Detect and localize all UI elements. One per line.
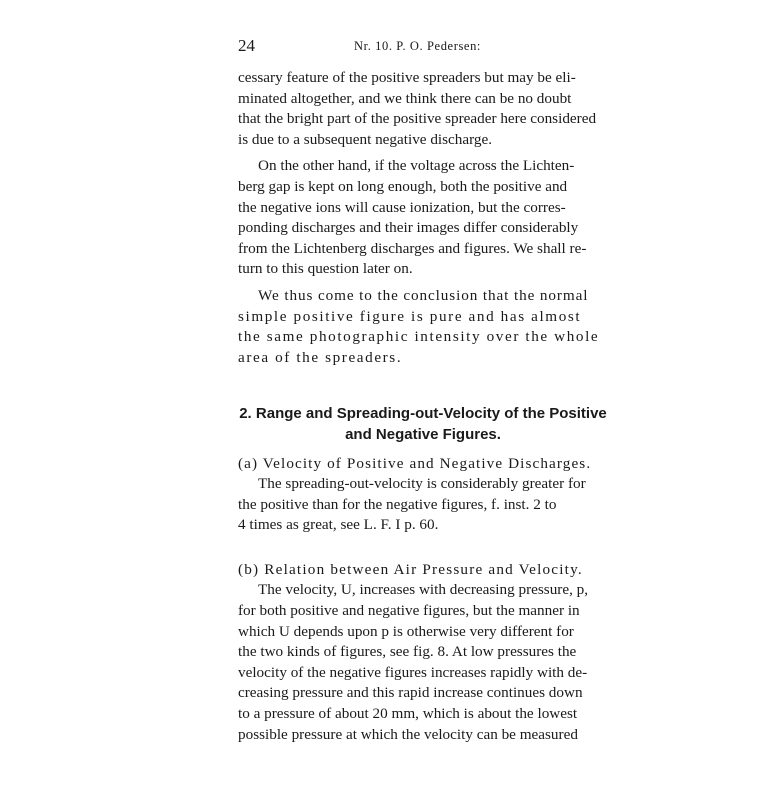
page-header — [238, 36, 608, 58]
text-line: velocity of the negative figures increases rapidly with de- — [238, 663, 588, 681]
page-number: 24 — [238, 36, 255, 55]
text-line: simple positive figure is pure and has almost — [238, 307, 582, 325]
text-line: that the bright part of the positive spreader here considered — [238, 110, 597, 128]
text-line: We thus come to the conclusion that the normal — [258, 286, 589, 304]
text-line: the negative ions will cause ionization, but the corres- — [238, 198, 566, 216]
paragraph-3 — [238, 286, 608, 368]
spacer — [238, 542, 608, 560]
text-line: 4 times as great, see L. F. I p. 60. — [238, 516, 439, 534]
text-line: for both positive and negative figures, but the manner in — [238, 602, 580, 620]
subsection-heading-a — [238, 454, 608, 475]
heading-line: and Negative Figures. — [345, 425, 501, 443]
paragraph-4 — [238, 474, 608, 536]
text-line: The spreading-out-velocity is considerably greater for — [258, 475, 586, 493]
text-line: turn to this question later on. — [238, 260, 413, 278]
text-line: The velocity, U, increases with decreasing pressure, p, — [258, 581, 589, 599]
text-line: cessary feature of the positive spreaders but may be eli- — [238, 69, 576, 86]
text-line: the positive than for the negative figures, f. inst. 2 to — [238, 495, 557, 513]
text-line: creasing pressure and this rapid increase continues down — [238, 684, 583, 702]
heading-line: 2. Range and Spreading-out-Velocity of the Positive — [239, 405, 607, 423]
text-line: the same photographic intensity over the whole — [238, 328, 600, 346]
text-line: minated altogether, and we think there can be no doubt — [238, 89, 572, 107]
text-line: On the other hand, if the voltage across the Lichten- — [258, 157, 575, 175]
text-line: is due to a subsequent negative discharge. — [238, 130, 493, 148]
page-body — [238, 68, 608, 751]
text-line: berg gap is kept on long enough, both the positive and — [238, 177, 568, 195]
paragraph-2 — [238, 156, 608, 280]
text-line: from the Lichtenberg discharges and figures. We shall re- — [238, 239, 587, 257]
text-line: to a pressure of about 20 mm, which is about the lowest — [238, 705, 578, 723]
text-line: area of the spreaders. — [238, 348, 403, 366]
subsection-heading-b — [238, 560, 608, 581]
text-line: which U depends upon p is otherwise very different for — [238, 622, 574, 640]
paragraph-1 — [238, 68, 608, 150]
subsection-title: (b) Relation between Air Pressure and Velocity. — [238, 560, 583, 578]
running-title: Nr. 10. P. O. Pedersen: — [354, 39, 481, 53]
text-line: ponding discharges and their images differ considerably — [238, 219, 579, 237]
paragraph-5 — [238, 580, 608, 745]
text-line: possible pressure at which the velocity can be measured — [238, 725, 578, 743]
section-heading — [238, 404, 608, 445]
subsection-title: (a) Velocity of Positive and Negative Discharges. — [238, 454, 592, 472]
text-line: the two kinds of figures, see fig. 8. At low pressures the — [238, 643, 577, 661]
